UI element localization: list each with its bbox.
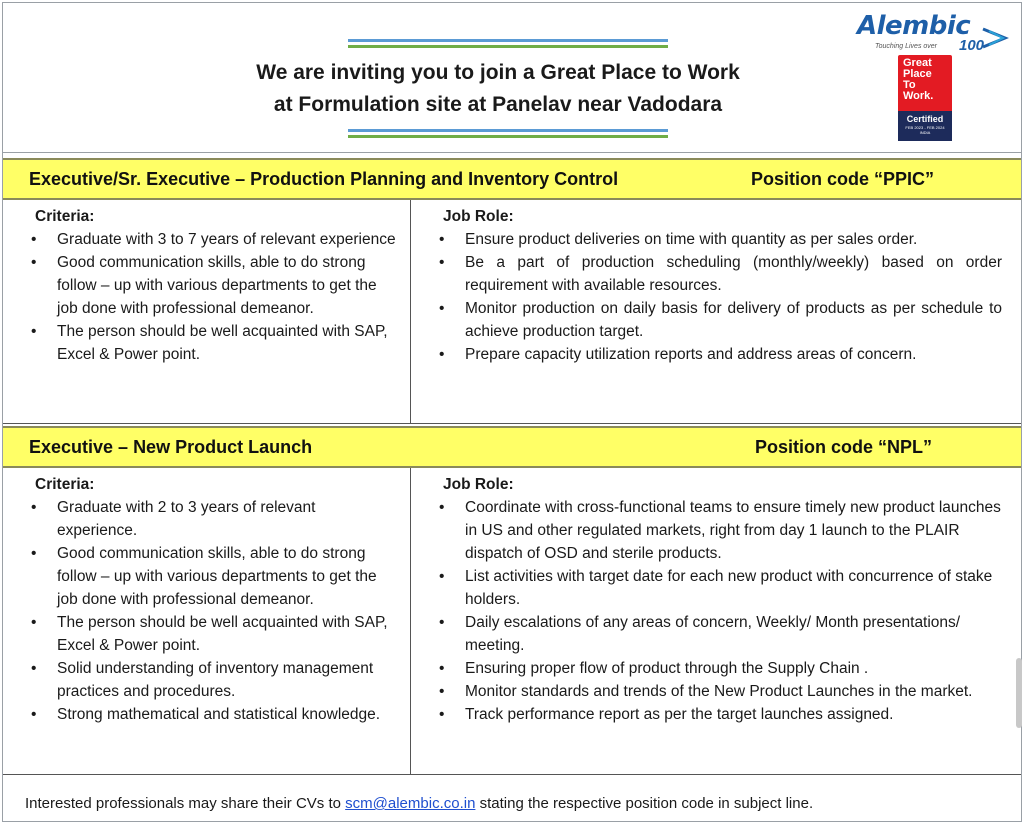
logo-arrow-icon (981, 27, 1009, 49)
position-details-ppic (3, 200, 1021, 424)
list-item: • Graduate with 2 to 3 years of relevant experience. (29, 496, 399, 542)
headline-line-2: at Formulation site at Panelav near Vadodara (273, 93, 723, 116)
list-item: • Coordinate with cross-functional teams to ensure timely new product launches in US and other regulated markets, right from day 1 launch to the PLAIR dispatch of OSD and sterile products. (437, 496, 1002, 565)
job-role-heading: Job Role: (443, 208, 514, 225)
headline-line-1: We are inviting you to join a Great Place to Work (256, 61, 740, 84)
list-item: • The person should be well acquainted with SAP, Excel & Power point. (29, 320, 399, 366)
job-role-list (437, 228, 1002, 366)
great-place-to-work-badge (898, 55, 952, 141)
logo-brand-text: Alembic (857, 11, 971, 41)
list-item: • Be a part of production scheduling (monthly/weekly) based on order requirement with available resources. (437, 251, 1002, 297)
criteria-column (29, 205, 399, 366)
decorative-line (348, 45, 668, 48)
list-item: • Ensure product deliveries on time with quantity as per sales order. (437, 228, 1002, 251)
list-item: • Track performance report as per the target launches assigned. (437, 703, 1002, 726)
position-title-bar-npl (3, 426, 1021, 468)
job-role-list (437, 496, 1002, 726)
position-title-bar-ppic (3, 158, 1021, 200)
position-code: Position code “NPL” (755, 437, 933, 457)
position-details-npl (3, 468, 1021, 775)
position-title: Executive – New Product Launch (29, 437, 313, 457)
list-item: • Good communication skills, able to do strong follow – up with various departments to get the job done with professional demeanor. (29, 542, 399, 611)
position-title: Executive/Sr. Executive – Production Planning and Inventory Control (29, 169, 619, 189)
logo-years: 100 (959, 37, 985, 54)
list-item: • Solid understanding of inventory management practices and procedures. (29, 657, 399, 703)
list-item: • Monitor production on daily basis for delivery of products as per schedule to achieve production target. (437, 297, 1002, 343)
list-item: • Prepare capacity utilization reports and address areas of concern. (437, 343, 1002, 366)
footer-text: Interested professionals may share their CVs to scm@alembic.co.in stating the respective position code in subject line. (25, 795, 814, 812)
badge-certified-strip: Certified FEB 2023 - FEB 2024 INDIA (898, 111, 952, 141)
decorative-line (348, 39, 668, 42)
column-divider (410, 468, 411, 774)
criteria-column (29, 473, 399, 726)
decorative-line (348, 129, 668, 132)
job-role-column (437, 205, 1002, 366)
job-posting-flyer (2, 2, 1022, 822)
criteria-list (29, 228, 399, 366)
email-link[interactable]: scm@alembic.co.in (345, 795, 476, 812)
criteria-heading: Criteria: (35, 476, 95, 493)
list-item: • Strong mathematical and statistical knowledge. (29, 703, 399, 726)
job-role-heading: Job Role: (443, 476, 514, 493)
list-item: • Graduate with 3 to 7 years of relevant experience (29, 228, 399, 251)
decorative-line (348, 135, 668, 138)
list-item: • The person should be well acquainted with SAP, Excel & Power point. (29, 611, 399, 657)
list-item: • Monitor standards and trends of the New Product Launches in the market. (437, 680, 1002, 703)
list-item: • Ensuring proper flow of product through the Supply Chain . (437, 657, 1002, 680)
job-role-column (437, 473, 1002, 726)
criteria-list (29, 496, 399, 726)
column-divider (410, 200, 411, 423)
criteria-heading: Criteria: (35, 208, 95, 225)
list-item: • Daily escalations of any areas of concern, Weekly/ Month presentations/ meeting. (437, 611, 1002, 657)
list-item: • Good communication skills, able to do strong follow – up with various departments to get the job done with professional demeanor. (29, 251, 399, 320)
badge-title: Great Place To Work. (903, 57, 934, 102)
logo-tagline: Touching Lives over (875, 43, 938, 50)
position-code: Position code “PPIC” (751, 169, 935, 189)
list-item: • List activities with target date for each new product with concurrence of stake holders. (437, 565, 1002, 611)
scrollbar-thumb[interactable] (1016, 658, 1022, 728)
flyer-header (3, 3, 1021, 153)
footer (3, 777, 1021, 823)
